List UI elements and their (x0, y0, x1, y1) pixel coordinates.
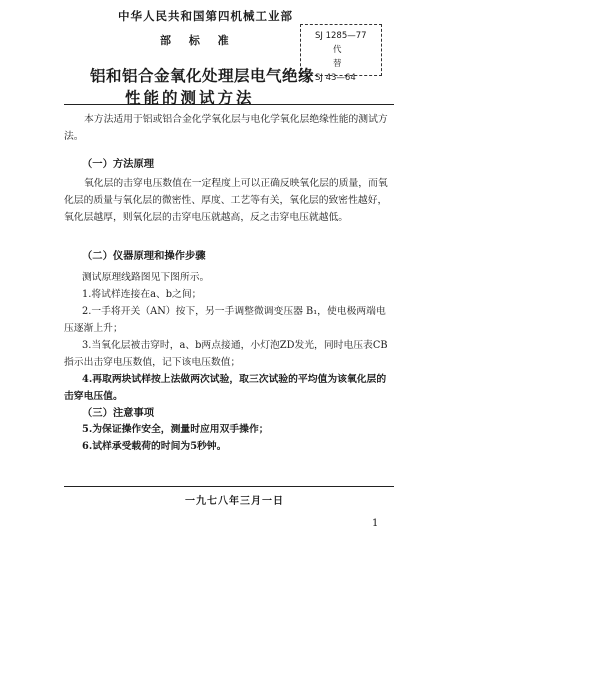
step-2: 2.一手将开关（AN）按下，另一手调整微调变压器 B₁，使电极两端电压逐渐上升； (64, 306, 386, 334)
note-6: 6.试样承受载荷的时间为5秒钟。 (82, 441, 227, 452)
step-1: 1.将试样连接在a、b之间； (82, 289, 202, 300)
standard-code: SJ 1285—77 (315, 31, 367, 41)
header-divider (64, 104, 394, 105)
section1-heading: （一）方法原理 (82, 158, 155, 170)
ministry-name: 中华人民共和国第四机械工业部 (118, 9, 293, 23)
footer-divider (64, 486, 394, 487)
intro-paragraph: 本方法适用于铝或铝合金化学氧化层与电化学氧化层绝缘性能的测试方法。 (64, 114, 388, 142)
step-3: 3.当氧化层被击穿时，a、b两点接通，小灯泡ZD发光，同时电压表CB指示出击穿电压数值，记下该电压数值； (64, 340, 388, 368)
standard-type: 部 标 准 (160, 34, 229, 47)
issue-date: 一九七八年三月一日 (185, 496, 284, 507)
section3-heading: （三）注意事项 (82, 407, 155, 419)
replaced-standard-code: SJ 43—64 (315, 73, 356, 83)
step-4: 4.再取两块试样按上法做两次试验，取三次试验的平均值为该氧化层的击穿电压值。 (64, 374, 387, 402)
section2-heading: （二）仪器原理和操作步骤 (82, 250, 206, 262)
replace-label: 代 替 (333, 45, 352, 69)
section2-intro: 测试原理线路图见下图所示。 (82, 272, 210, 283)
page-number: 1 (372, 518, 379, 529)
note-5: 5.为保证操作安全，测量时应用双手操作； (82, 424, 269, 435)
document-title-line2: 性能的测试方法 (125, 89, 255, 107)
document-title-line1: 铝和铝合金氧化处理层电气绝缘 (90, 67, 315, 85)
section1-paragraph: 氧化层的击穿电压数值在一定程度上可以正确反映氧化层的质量，而氧化层的质量与氧化层的微密性、厚度、工艺等有关，氧化层的致密性越好，氧化层越厚，则氧化层的击穿电压就越高，反之击穿电压就越低。 (64, 178, 388, 223)
